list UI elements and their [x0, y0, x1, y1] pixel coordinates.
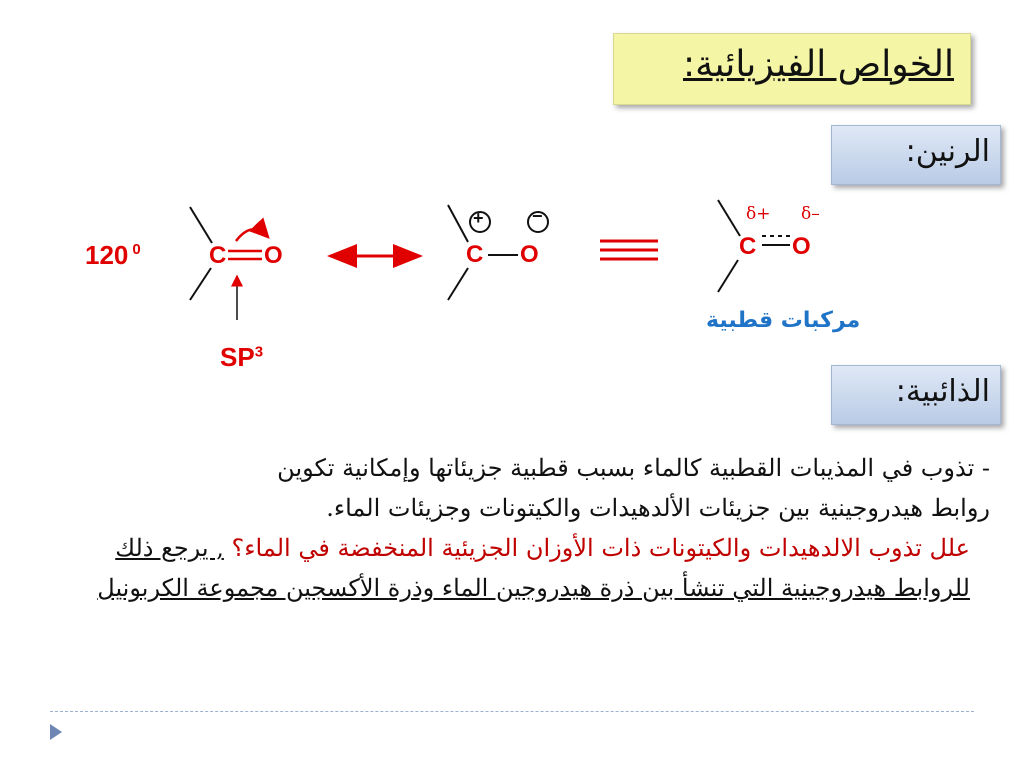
oxygen-atom: O — [792, 233, 811, 260]
bond-line — [448, 268, 468, 300]
degree-sup: 0 — [132, 241, 141, 259]
bond-angle-label: 120 $^0$ — [85, 240, 141, 270]
solubility-heading: الذائبية: — [895, 374, 990, 409]
oxygen-atom: O — [520, 241, 539, 268]
page-title: الخواص الفيزيائية: — [683, 44, 954, 85]
bond-line — [448, 205, 468, 242]
delta-plus-label: δ+ — [746, 204, 771, 224]
answer-text: , يرجع ذلك للروابط هيدروجينية التي تنشأ بين ذرة هيدروجين الماء وذرة الأكسجين مجموعة الكربونيل — [97, 534, 970, 602]
bond-line — [718, 200, 740, 236]
plus-sign: + — [473, 208, 484, 228]
hybridization-label: $SP^3$ — [220, 342, 264, 372]
delta-minus-label: δ– — [801, 204, 820, 224]
resonance-diagram — [0, 0, 1024, 380]
footer-divider — [50, 711, 974, 712]
carbon-atom: C — [739, 233, 757, 260]
paragraph-line: - تذوب في المذيبات القطبية كالماء بسبب قطبية جزيئاتها وإمكانية تكوين — [277, 454, 990, 482]
oxygen-atom: O — [264, 242, 283, 269]
question-text: علل تذوب الالدهيدات والكيتونات ذات الأوزان الجزيئية المنخفضة في الماء؟ — [231, 534, 970, 562]
curved-electron-arrow — [236, 229, 268, 241]
resonance-heading: الرنين: — [905, 134, 990, 169]
solubility-paragraph — [40, 448, 990, 608]
minus-sign: − — [532, 206, 543, 226]
next-slide-arrow-icon[interactable] — [50, 724, 62, 740]
polar-compounds-label: مركبات قطبية — [706, 308, 861, 333]
paragraph-line: روابط هيدروجينية بين جزيئات الألدهيدات والكيتونات وجزيئات الماء. — [326, 494, 990, 522]
bond-line — [190, 207, 212, 243]
bond-line — [718, 260, 738, 292]
question-answer-block — [40, 528, 990, 608]
hybrid-sup: 3 — [254, 343, 264, 361]
carbon-atom: C — [209, 242, 227, 269]
carbon-atom: C — [466, 241, 484, 268]
bond-line — [190, 268, 211, 300]
